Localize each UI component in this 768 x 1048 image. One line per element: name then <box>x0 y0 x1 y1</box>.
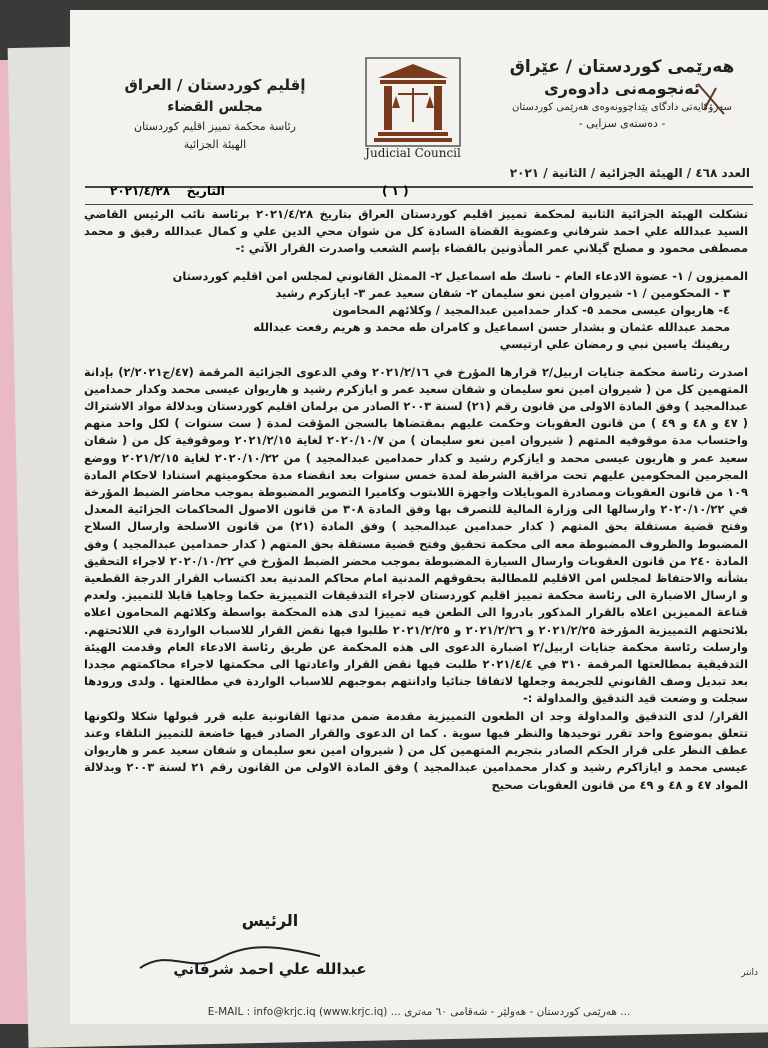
logo-caption: Judicial Council <box>365 146 461 160</box>
lawyers-line-2: ريفينك ياسين نبي و رمضان علي ارتيسي <box>499 337 730 352</box>
header-left-line4: الهيئة الجزائية <box>183 138 247 151</box>
document-page <box>70 10 768 1024</box>
date-value: ٢٠٢١/٤/٢٨ <box>110 184 171 198</box>
signature-title: الرئيس <box>241 911 299 930</box>
page-number: ( ١ ) <box>382 184 409 198</box>
header-arabic <box>110 74 320 154</box>
header-right-line2: ئەنجومەنی دادوەری <box>544 79 700 98</box>
header-right-line3: سەرۆکایەتی دادگای پێداچوونەوەی هەرێمی کوردستان <box>512 102 732 113</box>
signature-name: عبدالله علي احمد شرفاني <box>173 960 367 978</box>
header-left-line3: رئاسة محكمة تمييز اقليم كوردستان <box>134 120 296 133</box>
checkmark-icon <box>694 80 728 118</box>
appellants-line: المميزون / ١- عضوة الادعاء العام - ناسك طه اسماعيل ٢- الممثل القانوني لمجلس امن اقليم كوردستان <box>172 268 748 283</box>
court-formation: تشكلت الهيئة الجزائية الثانية لمحكمة تمييز اقليم كوردستان العراق بتاريخ ٢٠٢١/٤/٢٨ برئاسة نائب الرئيس القاضي السيد عبدالله علي احمد شرفاني وعضوية القضاة السادة كل من شوان محي الدين علي و كمال عبدالله رفيق و محمد مصطفى محمود و مصلح گيلاني عمر المأذونين بالقضاء بإسم الشعب واصدرت القرار الآتي :- <box>84 207 748 256</box>
case-background: اصدرت رئاسة محكمة جنايات اربيل/٢ قرارها المؤرخ في ٢٠٢١/٢/١٦ وفي الدعوى الجزائية المرقمة (٤٧/ج٢/٢٠٢١) بإدانة المتهمين كل من ( شيروان امين نعو سليمان و شفان سعيد عمر و ايازكرم رشيد و هاريوان عيسى محمد وكدار حمدامين عبدالمجيد ) وفق المادة الاولى من قانون رقم (٢١) لسنة ٢٠٠٣ الصادر من برلمان اقليم كوردستان وبدلالة مواد الاشتراك ( ٤٧ و ٤٨ و ٤٩ ) من قانون العقوبات وحكمت عليهم بمقتضاها بالسجن المؤقت لمدة ( ست سنوات ) لكل واحد منهم واحتساب مدة موقوفيه المتهم ( شيروان امين نعو سليمان ) من ٢٠٢٠/١٠/٧ لغاية ٢٠٢١/٢/١٥ وموقوفية كل من ( شفان سعيد عمر و هاريون عيسى محمد و ايازكرم رشيد و كدار حمدامين عبدالمجيد ) من ٢٠٢٠/١٠/٢٢ لغاية ٢٠٢١/٢/١٥ ووضع المجرمين المحكومين عليهم تحت مراقبة الشرطة لمدة خمس سنوات بعد انقضاء مدة محكوميتهم استنادا لاحكام المادة ١٠٩ من قانون العقوبات ومصادرة الموبايلات واجهزة اللابتوب وكاميرا التصوير المضبوطة بموجب محاضر الضبط المؤرخة في ٢٠٢٠/١٠/٢٢ وارسالها الى وزارة المالية للتصرف بها وفق المادة ٣٠٨ من قانون الاصول المحاكمات الجزائية المعدل وفتح قضية مستقلة بحق المتهم ( كدار حمدامين عبدالمجيد ) وفق المادة (٢١) من قانون الاسلحة وارسال السلاح المضبوط والظروف المضبوطة معه الى محكمة تحقيق وفتح قضية مستقلة بحق المتهم ( كدار حمدامين عبدالمجيد ) وفق المادة ٢٤٠ من قانون العقوبات وارسال السيارة المضبوطة بموجب محضر الضبط المؤرخ في ٢٠٢٠/١٠/٢٢ لاجراء التحقيق بشأنه والاحتفاظ لمجلس امن الاقليم للمطالبة بحقوقهم المدنية امام محاكم المدنية بعد اكتساب القرار الدرجة القطعية و ارسال الاضبارة الى رئاسة محكمة تمييز اقليم كوردستان لاجراء التدقيقات التمييزية حكما وجاهيا قابلا للتمييز. ولعدم قناعة المميزين اعلاه بالقرار المذكور بادروا الى الطعن فيه تمييزا لدى هذه المحكمة بواسطة وكلائهم المحامون اعلاه بلائحتهم التمييزية المؤرخة ٢٠٢١/٢/٢٥ و ٢٠٢١/٢/٢٦ و ٢٠٢١/٢/٢٥ طلبوا فيها نقض القرار للاسباب الواردة في اللائحتهم. وارسلت رئاسة محكمة جنايات اربيل/٢ اضبارة الدعوى الى هذه المحكمة عن طريق رئاسة الادعاء العام وقدمت الهيئة التدقيقية بمطالعتها المرقمة ٣١٠ في ٢٠٢١/٤/٤ طلبت فيها نقض القرار واعادتها الى محكمتها لاجراء محاكمتهم مجددا بعد تبديل وصف القانوني للجريمة وجعلها لاتفاقا جنائيا وادانتهم بموجبهم للاسباب الواردة في مطالعتها . ولدى ورودها سجلت و وضعت قيد التدقيق والمداولة :- <box>84 364 749 706</box>
decision-paragraph: القرار/ لدى التدقيق والمداولة وجد ان الطعون التمييزية مقدمة ضمن مدتها القانونية عليه قرر قبولها شكلا ولكونها تتعلق بموضوع واحد تقرر توحيدها والنظر فيها سوية . كما ان الدعوى والقرار الصادر فيها خاضعة للتمييز التلقاء وعند عطف النظر على قرار الحكم الصادر بتجريم المتهمين كل من ( شيروان امين نعو سليمان و شفان سعيد عمر و هاريوان عيسى محمد و ايازاكرم رشيد و كدار محمدامين عبدالمجيد ) وفق المادة الاولى من القانون رقم ٢١ لسنة ٢٠٠٣ وبدلالة المواد ٤٧ و ٤٨ و ٤٩ من قانون العقوبات صحيح <box>84 708 749 792</box>
header-left-line1: إقليم كوردستان / العراق <box>124 76 306 94</box>
date-label: التاريخ <box>186 184 225 198</box>
header-right-line4: - دەستەی سزایی - <box>578 117 666 130</box>
convicts-line-2: ٤- هاريوان عيسى محمد ٥- كدار حمدامين عبدالمجيد / وكلائهم المحامون <box>332 303 730 318</box>
header-left-line2: مجلس القضاء <box>167 99 263 115</box>
decision-body <box>84 206 748 794</box>
date-divider <box>85 204 753 205</box>
corner-note: دانتر <box>741 968 758 978</box>
footer-contact: E-MAIL : info@krjc.iq (www.krjc.iq) ... هەرێمی کوردستان - هەولێر - شەقامی ٦٠ مەتری ... <box>207 1006 631 1018</box>
signature-block <box>160 910 380 980</box>
document-date <box>110 184 225 198</box>
case-number: العدد ٤٦٨ / الهيئة الجزائية / الثانية / ٢٠٢١ <box>509 166 750 180</box>
header-right-line1: هەرێمی کوردستان / عێراق <box>509 57 735 77</box>
convicts-line: ٣ - المحكومين / ١- شيروان امين نعو سليمان ٢- شفان سعيد عمر ٣- ايازكرم رشيد <box>275 285 730 300</box>
lawyers-line: محمد عبدالله عثمان و بشدار حسن اسماعيل و كامران طه محمد و هريم رفعت عبدالله <box>253 320 730 335</box>
